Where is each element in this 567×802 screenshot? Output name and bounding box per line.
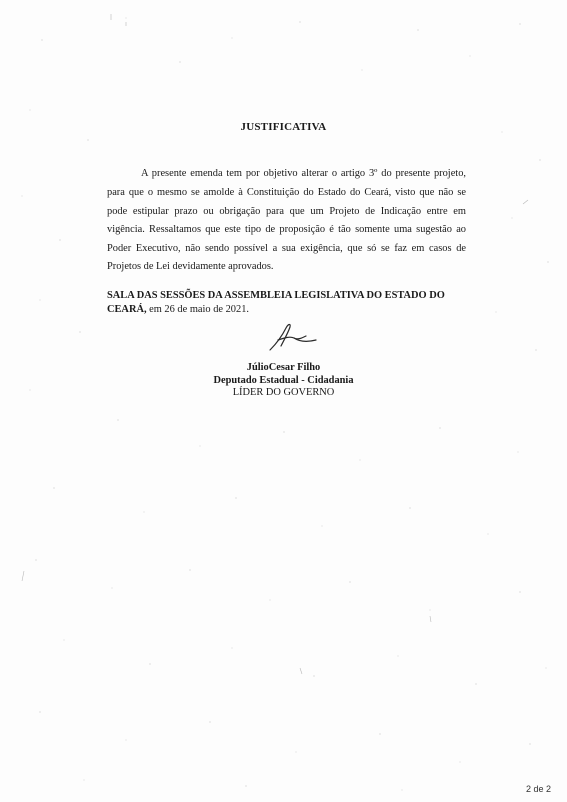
page-number: 2 de 2 [525, 784, 551, 794]
signatory-name: JúlioCesar Filho [246, 362, 321, 373]
signatory-role: Deputado Estadual - Cidadania [213, 374, 354, 386]
session-date: em 26 de maio de 2021. [146, 304, 249, 315]
session-statement [107, 289, 469, 317]
session-location: SALA DAS SESSÕES DA ASSEMBLEIA LEGISLATIVA DO ESTADO DO CEARÁ, [107, 290, 445, 315]
signatory-title: LÍDER DO GOVERNO [232, 387, 335, 399]
handwritten-signature [264, 318, 320, 354]
document-heading: JUSTIFICATIVA [240, 121, 327, 133]
justification-paragraph: A presente emenda tem por objetivo alterar o artigo 3º do presente projeto, para que o mesmo se amolde à Constituição do Estado do Ceará, visto que não se pode estipular prazo ou obrigação para que um Projeto de Indicação entre em vigência. Ressaltamos que este tipo de proposição é tão somente uma sugestão ao Poder Executivo, não sendo possível a sua exigência, que só se faz em casos de Projetos de Lei devidamente aprovados. [107, 168, 466, 273]
signatory-block [0, 362, 567, 400]
